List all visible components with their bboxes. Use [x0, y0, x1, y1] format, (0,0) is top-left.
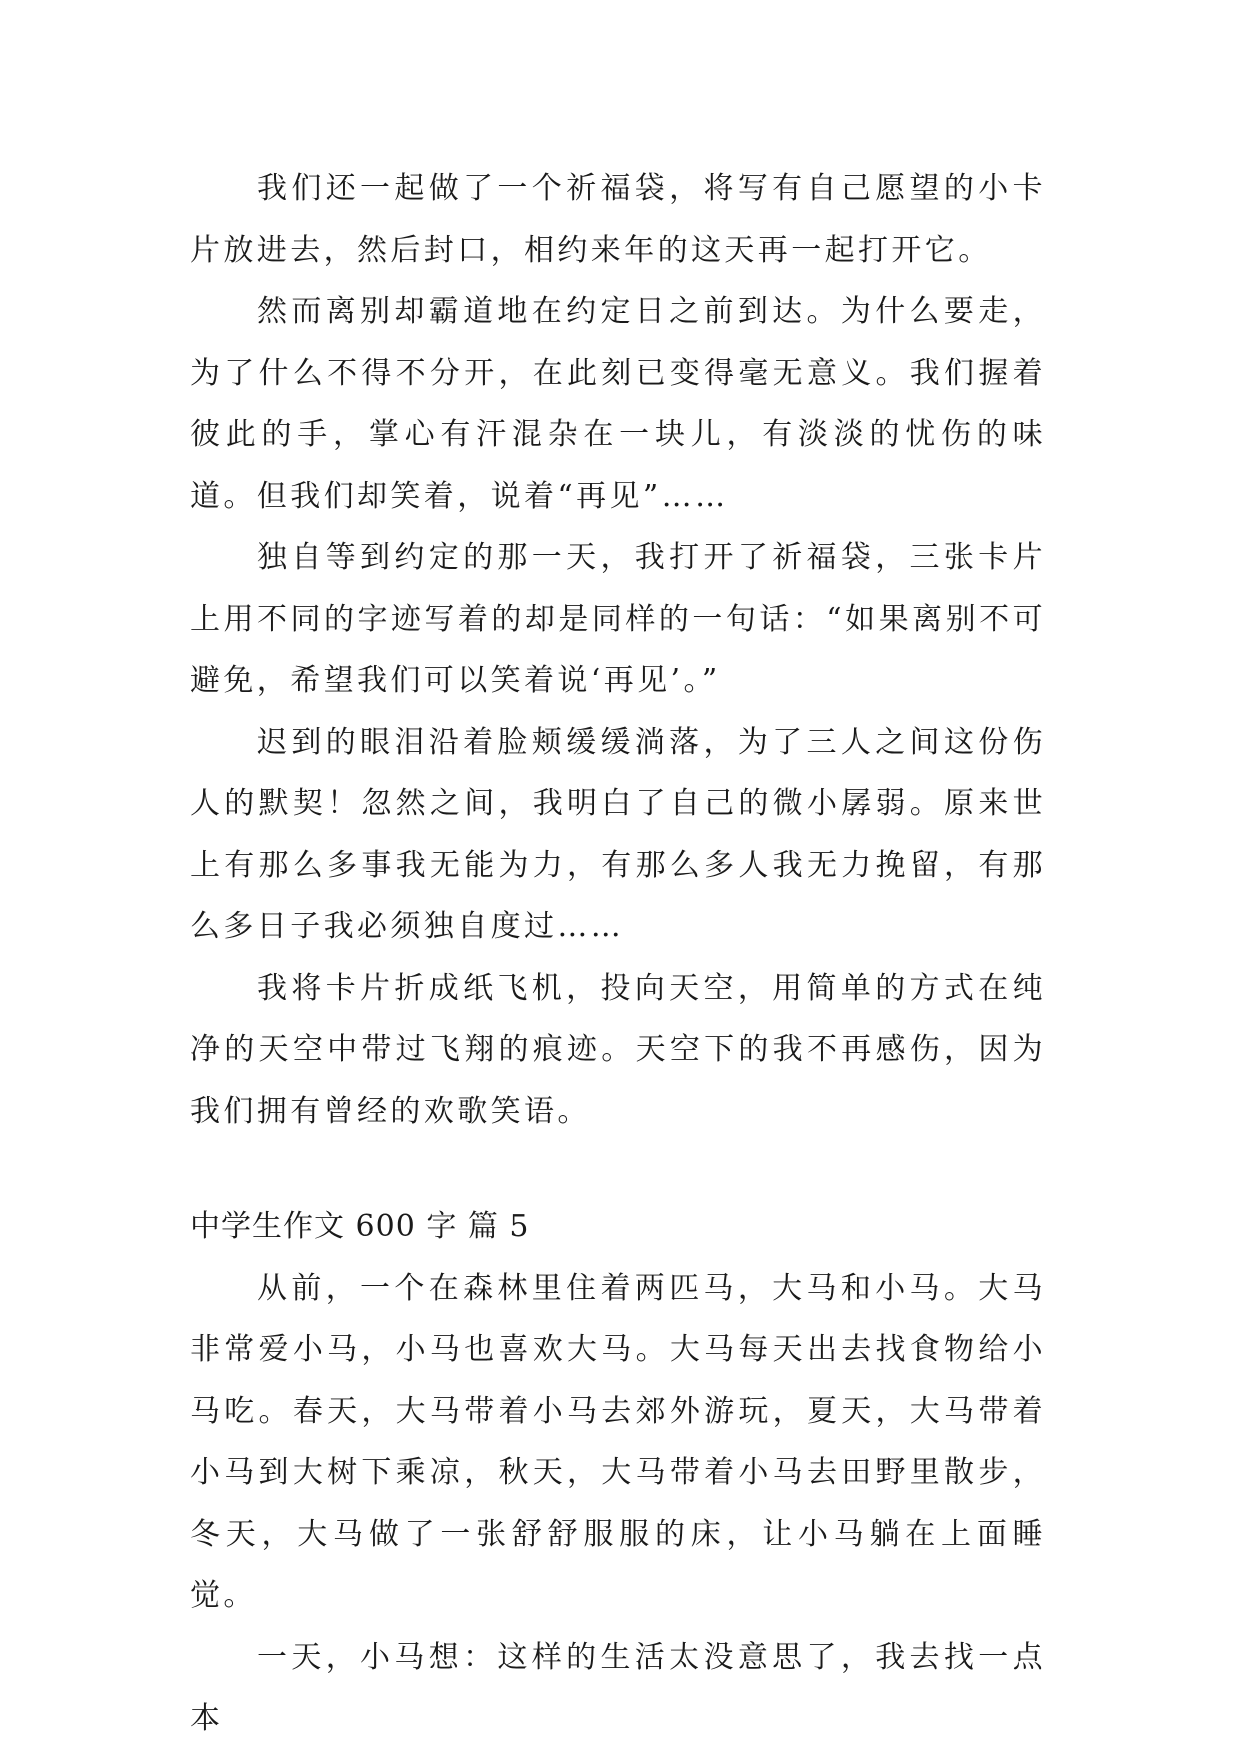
paragraph: 然而离别却霸道地在约定日之前到达。为什么要走，为了什么不得不分开，在此刻已变得毫无意义。我们握着彼此的手，掌心有汗混杂在一块儿，有淡淡的忧伤的味道。但我们却笑着，说着“再见”……	[190, 294, 1046, 514]
document-body	[190, 158, 1046, 1750]
paragraph: 独自等到约定的那一天，我打开了祈福袋，三张卡片上用不同的字迹写着的却是同样的一句话：“如果离别不可避免，希望我们可以笑着说‘再见’。”	[190, 540, 1046, 698]
paragraph: 从前，一个在森林里住着两匹马，大马和小马。大马非常爱小马，小马也喜欢大马。大马每天出去找食物给小马吃。春天，大马带着小马去郊外游玩，夏天，大马带着小马到大树下乘凉，秋天，大马带着小马去田野里散步，冬天，大马做了一张舒舒服服的床，让小马躺在上面睡觉。	[190, 1270, 1046, 1613]
paragraph: 我将卡片折成纸飞机，投向天空，用简单的方式在纯净的天空中带过飞翔的痕迹。天空下的我不再感伤，因为我们拥有曾经的欢歌笑语。	[190, 970, 1046, 1129]
section-heading: 中学生作文 600 字 篇 5	[190, 1209, 530, 1244]
essay-continuation	[190, 158, 1046, 1142]
section-spacer	[190, 1142, 1046, 1196]
essay-section-5	[190, 1196, 1046, 1750]
paragraph: 一天，小马想：这样的生活太没意思了，我去找一点本	[190, 1639, 1046, 1736]
paragraph: 迟到的眼泪沿着脸颊缓缓淌落，为了三人之间这份伤人的默契！忽然之间，我明白了自己的微小孱弱。原来世上有那么多事我无能为力，有那么多人我无力挽留，有那么多日子我必须独自度过……	[190, 724, 1046, 944]
paragraph: 我们还一起做了一个祈福袋，将写有自己愿望的小卡片放进去，然后封口，相约来年的这天再一起打开它。	[190, 171, 1046, 268]
